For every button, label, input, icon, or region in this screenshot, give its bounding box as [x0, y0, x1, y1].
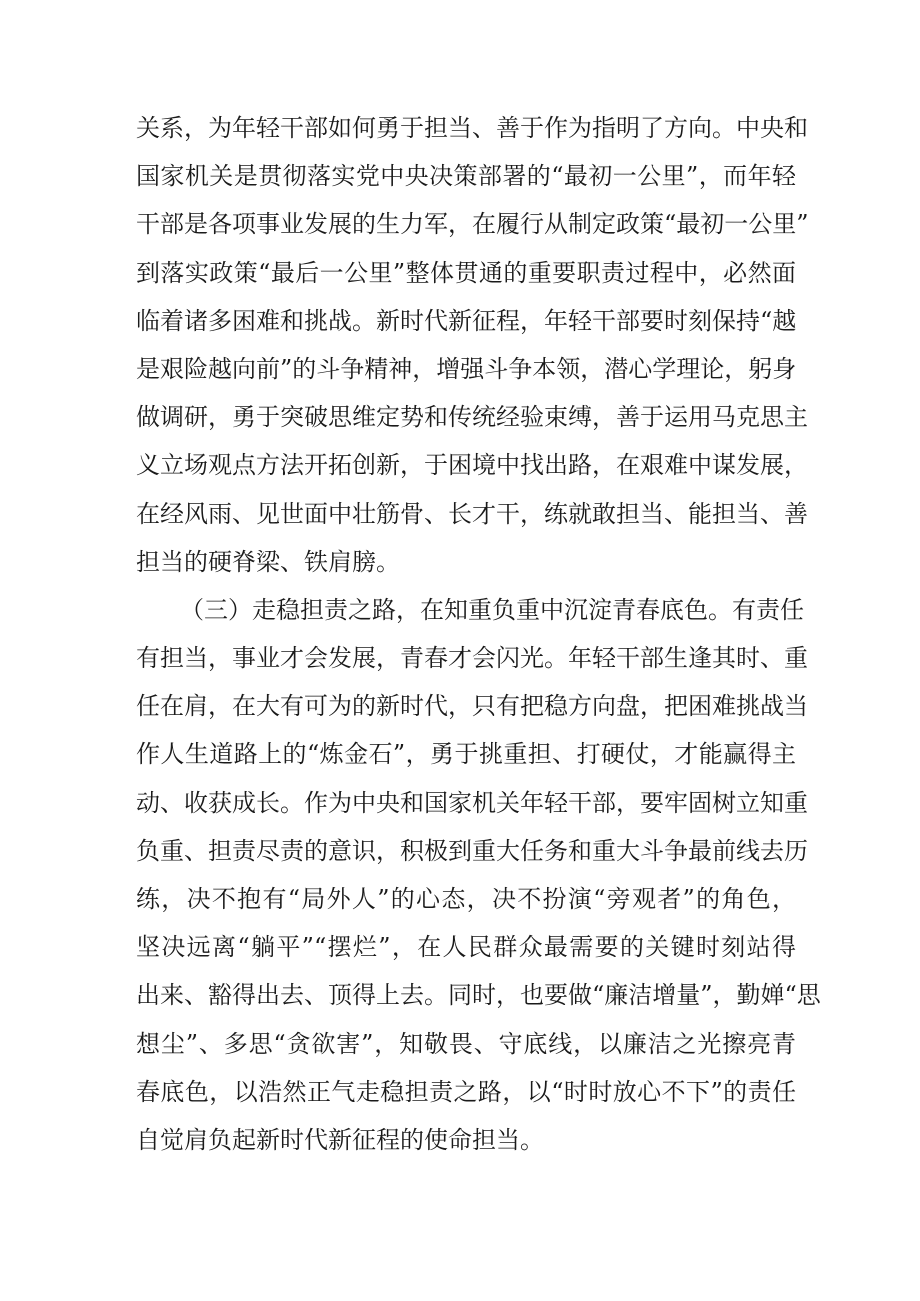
text-line: 义立场观点方法开拓创新，于困境中找出路，在艰难中谋发展，: [136, 451, 808, 480]
text-line: 关系，为年轻干部如何勇于担当、善于作为指明了方向。中央和: [136, 114, 808, 142]
text-line: 临着诸多困难和挑战。新时代新征程，年轻干部要时刻保持“越: [136, 306, 797, 335]
text-line: 自觉肩负起新时代新征程的使命担当。: [136, 1125, 544, 1154]
text-line: 干部是各项事业发展的生力军，在履行从制定政策“最初一公里”: [136, 210, 809, 239]
text-line: （三）走稳担责之路，在知重负重中沉淀青春底色。有责任: [180, 595, 804, 624]
text-line: 是艰险越向前”的斗争精神，增强斗争本领，潜心学理论，躬身: [136, 354, 797, 383]
text-line: 想尘”、多思“贪欲害”，知敬畏、守底线，以廉洁之光擦亮青: [136, 1029, 796, 1058]
text-line: 担当的硬脊梁、铁肩膀。: [136, 547, 400, 576]
paragraph-1: [136, 104, 809, 586]
text-line: 做调研，勇于突破思维定势和传统经验束缚，善于运用马克思主: [136, 403, 808, 432]
text-line: 坚决远离“躺平”“摆烂”，在人民群众最需要的关键时刻站得: [136, 933, 796, 962]
text-line: 有担当，事业才会发展，青春才会闪光。年轻干部生逢其时、重: [136, 644, 808, 673]
text-line: 春底色，以浩然正气走稳担责之路，以“时时放心不下”的责任: [136, 1077, 796, 1106]
document-body: [136, 104, 821, 1164]
text-line: 任在肩，在大有可为的新时代，只有把稳方向盘，把困难挑战当: [136, 692, 808, 721]
text-line: 到落实政策“最后一公里”整体贯通的重要职责过程中，必然面: [136, 258, 796, 287]
text-line: 在经风雨、见世面中壮筋骨、长才干，练就敢担当、能担当、善: [136, 499, 808, 528]
text-line: 练，决不抱有“局外人”的心态，决不扮演“旁观者”的角色，: [136, 885, 796, 913]
text-line: 动、收获成长。作为中央和国家机关年轻干部，要牢固树立知重: [136, 788, 808, 817]
text-line: 负重、担责尽责的意识，积极到重大任务和重大斗争最前线去历: [136, 836, 808, 865]
text-line: 作人生道路上的“炼金石”，勇于挑重担、打硬仗，才能赢得主: [136, 740, 796, 769]
paragraph-2: [136, 586, 821, 1164]
text-line: 国家机关是贯彻落实党中央决策部署的“最初一公里”，而年轻: [136, 162, 796, 191]
text-line: 出来、豁得出去、顶得上去。同时，也要做“廉洁增量”，勤婵“思: [136, 981, 821, 1010]
